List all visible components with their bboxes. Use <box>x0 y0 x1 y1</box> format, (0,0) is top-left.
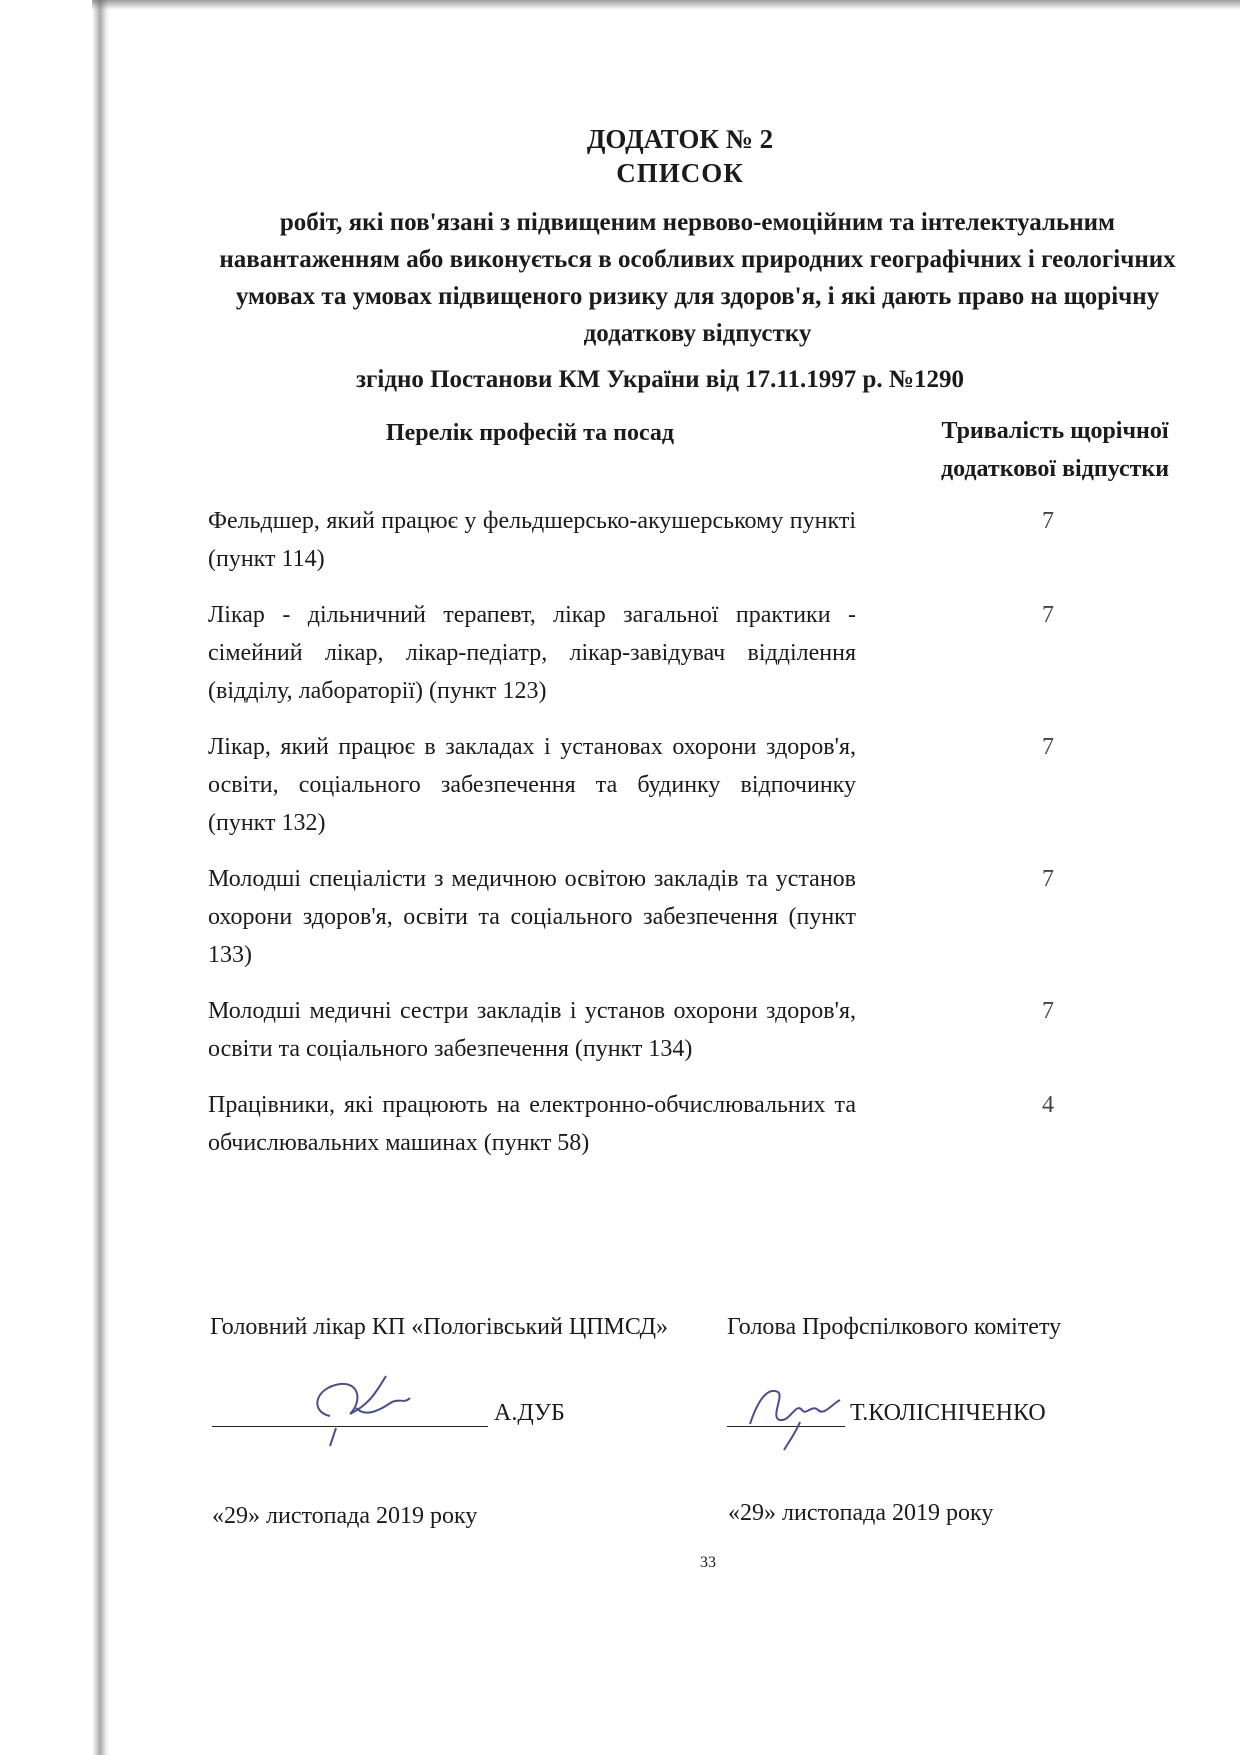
left-signature-date: «29» листопада 2019 року <box>212 1503 478 1529</box>
left-signatory-name: А.ДУБ <box>494 1400 565 1426</box>
profession-text: Фельдшер, який працює у фельдшерсько-акушерському пункті (пункт 114) <box>208 508 856 572</box>
list-item <box>208 502 1208 578</box>
right-signature-date: «29» листопада 2019 року <box>728 1500 994 1526</box>
column-header-leave-duration-line1: Тривалість щорічної <box>941 418 1169 444</box>
list-item <box>208 860 1208 974</box>
decree-reference: згідно Постанови КМ України від 17.11.1997 р. №1290 <box>355 366 965 393</box>
right-signatory-name: Т.КОЛІСНІЧЕНКО <box>850 1400 1046 1426</box>
leave-days: 7 <box>1042 734 1054 760</box>
left-handwritten-signature <box>300 1368 430 1448</box>
leave-days: 7 <box>1042 866 1054 892</box>
list-item <box>208 1086 1208 1162</box>
document-subtitle: робіт, які пов'язані з підвищеним нервово-емоційним та інтелектуальним навантаженням або виконується в особливих природних географічних і геологічних умовах та умовах підвищеного ризику для здоров'я, і які дають право на щорічну додаткову відпустку <box>219 209 1176 347</box>
column-header-leave-duration-line2: додаткової відпустки <box>940 456 1170 482</box>
page-number: 33 <box>700 1554 716 1571</box>
right-handwritten-signature <box>740 1374 850 1454</box>
list-item <box>208 992 1208 1068</box>
profession-text: Молодші медичні сестри закладів і установ охорони здоров'я, освіти та соціального забезпечення (пункт 134) <box>208 998 856 1062</box>
column-header-leave-duration <box>890 412 1220 488</box>
profession-text: Молодші спеціалісти з медичною освітою закладів та установ охорони здоров'я, освіти та соціального забезпечення (пункт 133) <box>208 866 856 968</box>
column-header-professions: Перелік професій та посад <box>385 420 675 446</box>
document-header <box>180 122 1180 190</box>
leave-days: 7 <box>1042 998 1054 1024</box>
left-signatory-title: Головний лікар КП «Пологівський ЦПМСД» <box>210 1314 669 1340</box>
leave-days: 4 <box>1042 1092 1054 1118</box>
list-item <box>208 728 1208 842</box>
profession-text: Лікар - дільничний терапевт, лікар загальної практики - сімейний лікар, лікар-педіатр, лікар-завідувач відділення (відділу, лабораторії) (пункт 123) <box>208 602 856 704</box>
profession-text: Лікар, який працює в закладах і установах охорони здоров'я, освіти, соціального забезпечення та будинку відпочинку (пункт 132) <box>208 734 856 836</box>
leave-days: 7 <box>1042 602 1054 628</box>
list-title: СПИСОК <box>616 158 744 188</box>
leave-days: 7 <box>1042 508 1054 534</box>
scan-binding-shadow <box>92 0 110 1755</box>
professions-list <box>208 502 1208 1180</box>
scan-top-edge <box>92 0 1240 10</box>
right-signatory-title: Голова Профспілкового комітету <box>727 1314 1062 1340</box>
profession-text: Працівники, які працюють на електронно-обчислювальних та обчислювальних машинах (пункт 58) <box>208 1092 856 1156</box>
appendix-title: ДОДАТОК № 2 <box>586 124 774 154</box>
list-item <box>208 596 1208 710</box>
